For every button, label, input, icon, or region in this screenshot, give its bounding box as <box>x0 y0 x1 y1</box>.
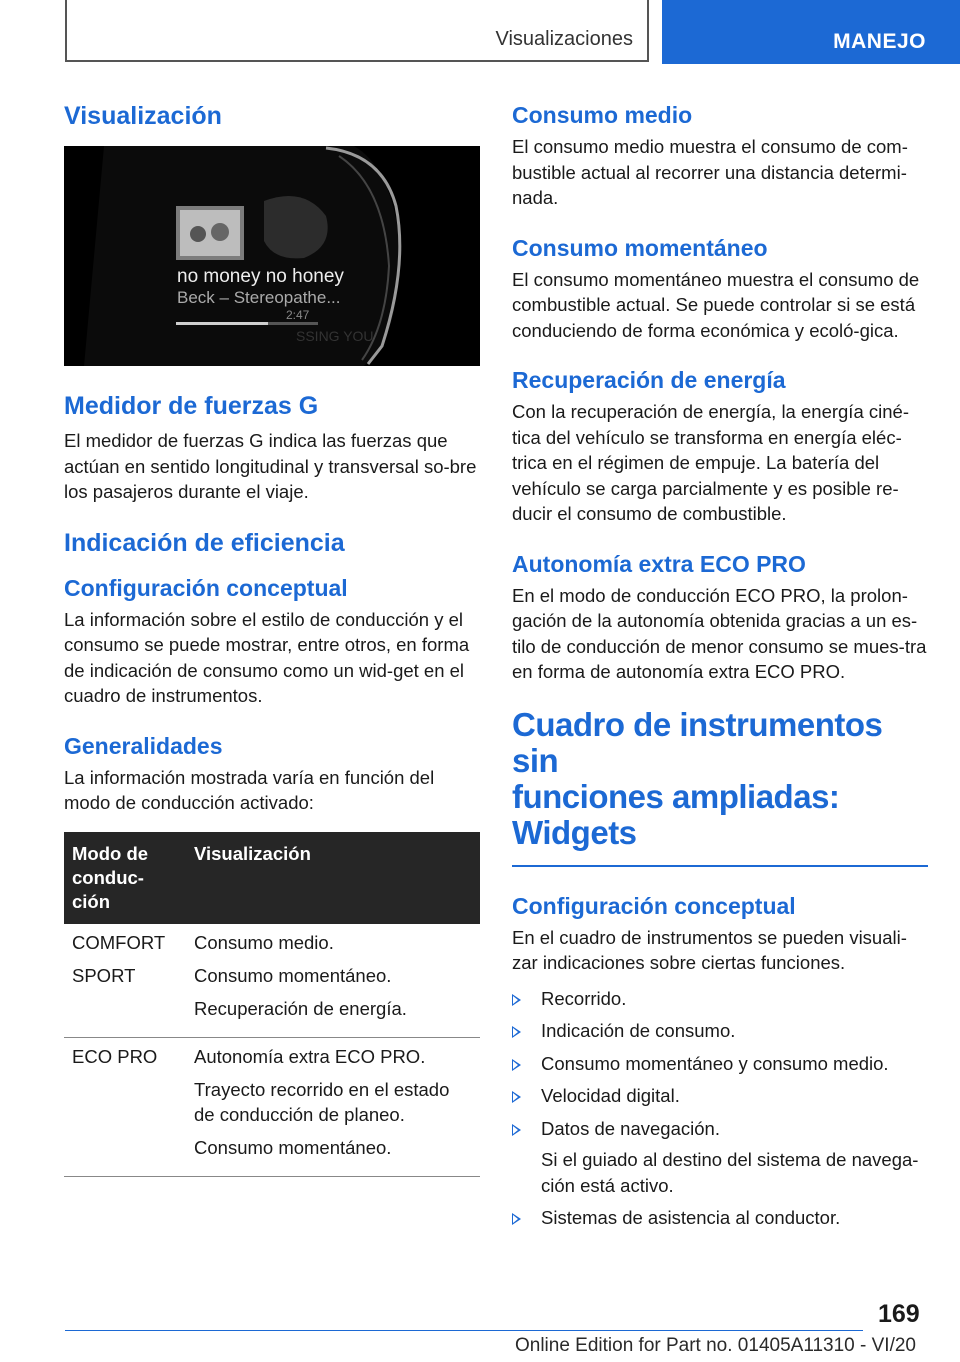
triangle-bullet-icon <box>512 1124 521 1136</box>
list-item: Velocidad digital. <box>512 1083 928 1109</box>
display-item: Consumo momentáneo. <box>194 964 392 986</box>
config-text-right: En el cuadro de instrumentos se pueden visuali-zar indicaciones sobre ciertas funciones. <box>512 926 907 973</box>
table-header-display: Visualización <box>186 832 480 924</box>
list-item: Sistemas de asistencia al conductor. <box>512 1205 928 1231</box>
medidor-text: El medidor de fuerzas G indica las fuerzas que actúan en sentido longitudinal y transversal so-bre los pasajeros durante el viaje. <box>64 430 477 502</box>
display-item: Trayecto recorrido en el estado de conducción de planeo. <box>194 1078 450 1125</box>
driving-mode-table <box>64 832 480 1177</box>
table-header-mode: Modo de conduc-ción <box>64 832 186 924</box>
list-item: Indicación de consumo. <box>512 1018 928 1044</box>
cuadro-heading-line: Cuadro de instrumentos sin <box>512 705 883 779</box>
nav-sub-note: Si el guiado al destino del sistema de navega-ción está activo. <box>541 1149 919 1196</box>
consumo-momentaneo-heading: Consumo momentáneo <box>512 234 768 261</box>
list-item: Datos de navegación. Si el guiado al destino del sistema de navega-ción está activo. <box>512 1116 928 1199</box>
mode-comfort: COMFORT <box>72 931 166 953</box>
mode-sport: SPORT <box>72 964 136 986</box>
visualizacion-heading: Visualización <box>64 102 222 130</box>
section-divider <box>512 865 928 867</box>
cuadro-heading-line: Widgets <box>512 813 637 851</box>
triangle-bullet-icon <box>512 1059 521 1071</box>
edition-note: Online Edition for Part no. 01405A11310 - VI/20 <box>514 1335 916 1356</box>
widget-list <box>512 986 928 1231</box>
svg-text:SSING YOU: SSING YOU <box>296 328 374 344</box>
instrument-cluster-photo <box>64 146 480 366</box>
display-item: Consumo momentáneo. <box>194 1136 392 1158</box>
mode-eco-pro: ECO PRO <box>72 1045 158 1067</box>
header-section-title: Visualizaciones <box>495 28 633 50</box>
generalidades-heading: Generalidades <box>64 732 223 759</box>
display-item: Autonomía extra ECO PRO. <box>194 1045 426 1067</box>
consumo-momentaneo-text: El consumo momentáneo muestra el consumo de combustible actual. Se puede controlar si se está conduciendo de forma económica y ecoló-gica. <box>512 268 920 341</box>
table-cell-display <box>186 924 480 1038</box>
display-item: Consumo medio. <box>194 931 334 953</box>
generalidades-text: La información mostrada varía en función del modo de conducción activado: <box>64 766 435 813</box>
table-cell-display <box>186 1037 480 1176</box>
eficiencia-heading: Indicación de eficiencia <box>64 528 345 557</box>
list-item: Consumo momentáneo y consumo medio. <box>512 1051 928 1077</box>
header-section-box <box>65 0 649 62</box>
page-header <box>0 0 960 66</box>
autonomia-text: En el modo de conducción ECO PRO, la prolon-gación de la autonomía obtenida gracias a un es-tilo de conducción de menor consumo se mues-tra en forma de autonomía extra ECO PRO. <box>512 584 927 682</box>
chapter-tab[interactable] <box>662 0 960 64</box>
autonomia-heading: Autonomía extra ECO PRO <box>512 550 806 577</box>
consumo-medio-heading: Consumo medio <box>512 102 693 128</box>
cuadro-heading-line: funciones ampliadas: <box>512 777 840 815</box>
consumo-medio-text: El consumo medio muestra el consumo de com-bustible actual al recorrer una distancia determi-nada. <box>512 136 908 208</box>
table-cell-mode <box>64 924 186 1038</box>
page-number: 169 <box>878 1300 920 1328</box>
right-column <box>512 100 928 1238</box>
table-cell-mode <box>64 1037 186 1176</box>
chapter-tab-label: MANEJO <box>833 30 926 53</box>
config-heading-right: Configuración conceptual <box>512 892 796 919</box>
now-playing-time: 2:47 <box>286 308 310 322</box>
triangle-bullet-icon <box>512 1091 521 1103</box>
now-playing-song: no money no honey <box>177 266 344 287</box>
display-item: Recuperación de energía. <box>194 997 407 1019</box>
table-header-row <box>64 832 480 924</box>
config-text-left: La información sobre el estilo de conducción y el consumo se puede mostrar, entre otros, en forma de indicación de consumo como un wid-get en el cuadro de instrumentos. <box>64 608 470 706</box>
triangle-bullet-icon <box>512 1026 521 1038</box>
medidor-heading: Medidor de fuerzas G <box>64 392 319 420</box>
table-row <box>64 1037 480 1176</box>
recuperacion-heading: Recuperación de energía <box>512 367 786 393</box>
triangle-bullet-icon <box>512 994 521 1006</box>
triangle-bullet-icon <box>512 1213 521 1225</box>
footer-divider <box>65 1330 863 1331</box>
cuadro-heading <box>512 707 928 851</box>
config-heading-left: Configuración conceptual <box>64 574 348 601</box>
table-row <box>64 924 480 1038</box>
cluster-graphic <box>64 146 480 366</box>
list-item: Recorrido. <box>512 986 928 1012</box>
recuperacion-text: Con la recuperación de energía, la energía ciné-tica del vehículo se transforma en energía eléc-trica en el régimen de empuje. La batería del vehículo se carga parcialmente y es posible re-ducir el consumo de combustible. <box>512 401 909 524</box>
now-playing-artist: Beck – Stereopathe... <box>177 288 341 307</box>
left-column <box>64 100 480 1177</box>
